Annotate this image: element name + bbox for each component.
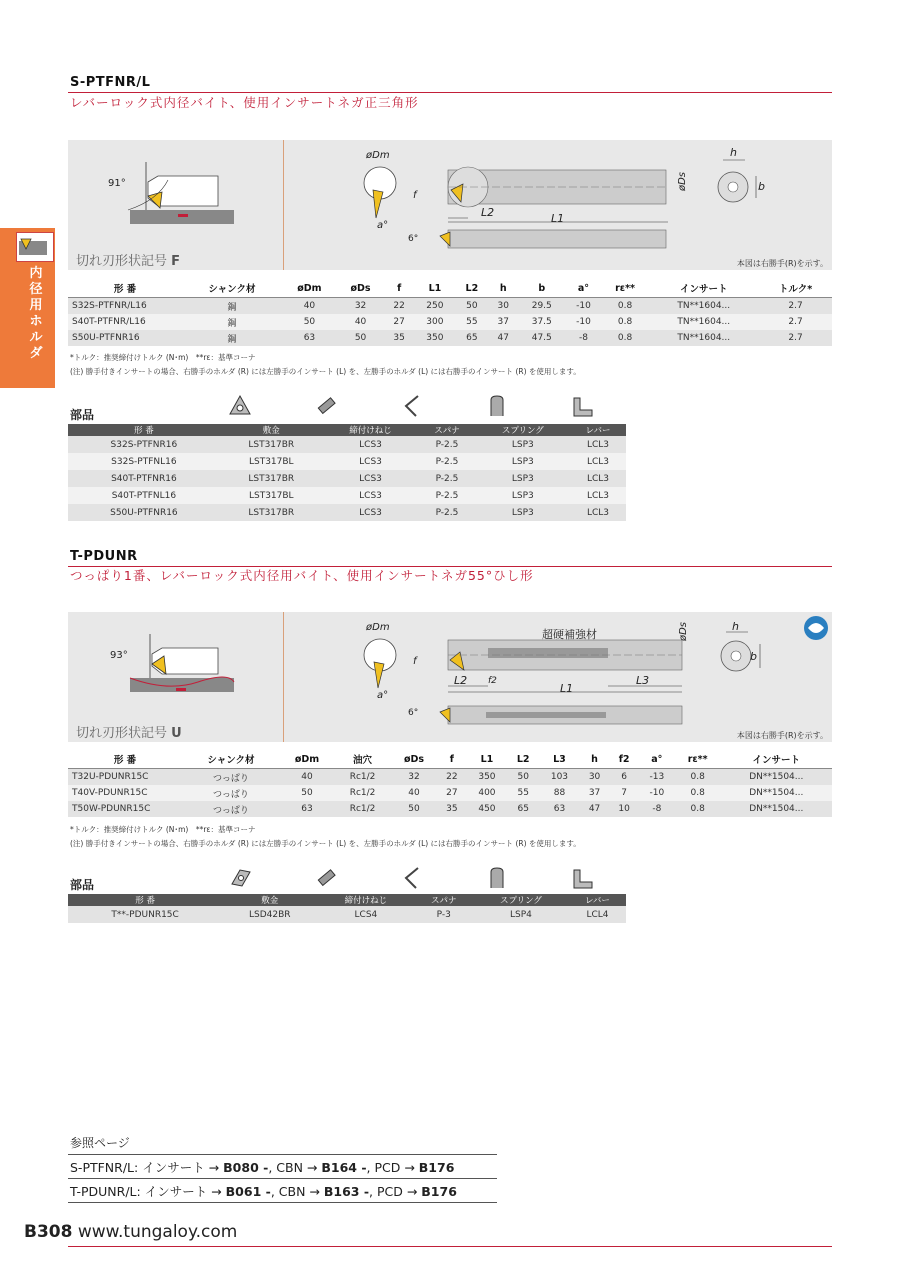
table-cell: Rc1/2 [334,801,391,817]
table-cell: -8 [639,801,675,817]
table-cell: 0.8 [602,298,649,315]
reference-rule [68,1154,497,1155]
parts-cell: S32S-PTFNL16 [68,453,220,470]
sec1-dim-a: a° [377,220,389,231]
sec2-angle: 93° [110,650,128,661]
table-cell: 47.5 [518,330,565,346]
table-cell: 29.5 [518,298,565,315]
parts-cell: LST317BR [220,470,323,487]
table-cell: S32S-PTFNR/L16 [68,298,182,315]
table-cell: 鋼 [182,330,282,346]
parts-cell: LSP4 [473,906,569,923]
section2-code: T-PDUNR [70,549,138,564]
table-cell: 7 [609,785,639,801]
parts-cell: LSP3 [476,453,570,470]
sec1-dim-b: b [758,180,765,193]
reference-row-1: S-PTFNR/L: インサート → B080 -, CBN → B164 -, PCD → B176 [70,1160,455,1175]
parts-cell: LCL3 [570,436,626,453]
sec1-dim-l1: L1 [551,212,565,225]
table-row [68,314,832,330]
table-cell: 0.8 [675,801,721,817]
sec1-angle: 91° [108,178,126,189]
parts-cell: LCS3 [323,470,419,487]
section1-drawing [68,140,832,270]
sec1-edge-label: 切れ刃形状記号 F [76,254,181,269]
ref-link[interactable]: B164 - [321,1160,367,1175]
table-cell: DN**1504... [721,785,832,801]
table-cell: 10 [609,801,639,817]
sec2-dim-b: b [750,650,757,663]
sec1-dim-dm: øDm [366,150,390,161]
section1-diagram [68,140,832,270]
table-cell: 32 [391,769,437,786]
parts-cell: LCL3 [570,504,626,521]
table-cell: 88 [539,785,580,801]
table-cell: 63 [282,330,337,346]
table-cell: TN**1604... [648,330,759,346]
table-cell: 65 [507,801,539,817]
table-cell: 37 [488,314,518,330]
holder-icon [16,232,54,262]
table-cell: 47 [488,330,518,346]
sec2-dim-f: f [413,656,417,667]
table-cell: つっぱり [182,785,280,801]
shim-icon [228,866,252,890]
lever-icon [570,866,594,890]
ref-link[interactable]: B080 - [223,1160,269,1175]
table-cell: 22 [437,769,467,786]
sec1-dim-h: h [730,146,737,159]
table-cell: 65 [456,330,489,346]
table-cell: 50 [507,769,539,786]
parts-cell: P-2.5 [418,470,475,487]
parts-cell: LCS3 [323,504,419,521]
table-cell: 103 [539,769,580,786]
table-cell: 2.7 [759,314,832,330]
section2-drawing [68,612,832,742]
page-number: B308 [24,1222,73,1242]
sec1-parts-title: 部品 [70,408,95,422]
parts-cell: LST317BL [220,487,323,504]
screw-icon [315,394,339,418]
ref-link[interactable]: B176 [418,1160,455,1175]
table-row [68,906,626,923]
table-cell: TN**1604... [648,314,759,330]
table-cell: つっぱり [182,801,280,817]
table-cell: 0.8 [675,785,721,801]
parts-cell: P-2.5 [418,436,475,453]
screw-icon [315,866,339,890]
table-row [68,785,832,801]
sec2-footnote1: *トルク：推奨締付けトルク (N･m) **rε：基準コーナ [70,825,256,834]
sec2-parts-title: 部品 [70,878,95,892]
parts-cell: T**-PDUNR15C [68,906,222,923]
table-row [68,453,626,470]
table-cell: 27 [437,785,467,801]
table-cell: 6 [609,769,639,786]
sec1-dim-f: f [413,190,417,201]
reference-rule [68,1178,497,1179]
table-cell: 40 [280,769,334,786]
parts-cell: LSP3 [476,504,570,521]
ref-link[interactable]: B176 [421,1184,457,1199]
parts-cell: LSD42BR [222,906,317,923]
sec2-callout: 超硬補強材 [542,628,597,641]
spring-icon [485,394,509,418]
parts-cell: S50U-PTFNR16 [68,504,220,521]
parts-cell: P-2.5 [418,487,475,504]
parts-cell: LCS4 [317,906,414,923]
ref-link[interactable]: B061 - [225,1184,271,1199]
table-cell: 27 [384,314,414,330]
table-cell: S40T-PTFNR/L16 [68,314,182,330]
reference-rule [68,1202,497,1203]
table-cell: Rc1/2 [334,785,391,801]
table-cell: 0.8 [602,314,649,330]
table-cell: 50 [282,314,337,330]
table-cell: 22 [384,298,414,315]
lever-icon [570,394,594,418]
table-row [68,504,626,521]
parts-cell: LST317BR [220,436,323,453]
parts-cell: LCL3 [570,487,626,504]
table-cell: -10 [565,314,602,330]
parts-cell: S32S-PTFNR16 [68,436,220,453]
parts-cell: LCS3 [323,436,419,453]
table-cell: 400 [467,785,508,801]
section1-parts-table: 形 番 敷金 締付けねじ スパナ スプリング レバー S32S-PTFNR16 LST317BR LCS3 P-2.5 LSP3 LCL3 S32S-PTFNL16 LST317BL LCS3 P-2.5 LSP3 LCL3 S40T-PTFNR16 LST317BR LCS3 P-2.5 LSP3 LCL3 S40T-PTFNL16 LST317BL LCS3 P-2.5 LSP3 LCL3 S50U-PTFNR16 LST317BR LCS3 P-2.5 LSP3 LCL3 [68,424,626,521]
table-cell: -10 [565,298,602,315]
footer-url[interactable]: www.tungaloy.com [77,1222,238,1242]
section1-rule [68,92,832,93]
table-cell: -10 [639,785,675,801]
sec1-dim-6: 6° [408,234,419,244]
parts-cell: LCL3 [570,470,626,487]
table-cell: 鋼 [182,298,282,315]
table-row [68,330,832,346]
sec1-footnote2: (注) 勝手付きインサートの場合、右勝手のホルダ (R) には左勝手のインサート (L) を、左勝手のホルダ (L) には右勝手のインサート (R) を使用します。 [70,367,581,376]
table-cell: 35 [384,330,414,346]
sec2-footnote2: (注) 勝手付きインサートの場合、右勝手のホルダ (R) には左勝手のインサート (L) を、左勝手のホルダ (L) には右勝手のインサート (R) を使用します。 [70,839,581,848]
sec2-note: 本図は右勝手(R)を示す。 [736,731,828,740]
table-row [68,436,626,453]
shim-icon [228,394,252,418]
section1-subtitle: レバーロック式内径バイト、使用インサートネガ正三角形 [70,95,419,110]
table-cell: 63 [280,801,334,817]
table-row [68,298,832,315]
parts-cell: P-3 [415,906,473,923]
reference-row-2: T-PDUNR/L: インサート → B061 -, CBN → B163 -, PCD → B176 [70,1184,457,1199]
table-cell: 50 [456,298,489,315]
table-cell: 32 [337,298,384,315]
reference-title: 参照ページ [70,1136,130,1150]
table-cell: 37 [580,785,610,801]
section1-spec-table: 形 番 シャンク材 øDm øDs f L1 L2 h b a° rε** インサート トルク* S32S-PTFNR/L16 鋼 40 32 22 250 50 30 29.5 -10 0.8 TN**1604... 2.7 S40T-PTFNR/L16 鋼 50 40 27 300 55 37 37.5 -10 0.8 TN**1604... 2.7 S50U-PTFNR16 鋼 63 50 35 350 65 47 47.5 -8 0.8 TN**1604... 2.7 [68,279,832,346]
section2-spec-table: 形 番 シャンク材 øDm 油穴 øDs f L1 L2 L3 h f2 a° rε** インサート T32U-PDUNR15C つっぱり 40 Rc1/2 32 22 350 50 103 30 6 -13 0.8 DN**1504... T40V-PDUNR15C つっぱり 50 Rc1/2 40 27 400 55 88 37 7 -10 0.8 DN**1504... T50W-PDUNR15C つっぱり 63 Rc1/2 50 35 450 65 63 47 10 -8 0.8 DN**1504... [68,750,832,817]
table-row [68,487,626,504]
section2-rule [68,566,832,567]
sec2-dim-dm: øDm [366,622,390,633]
table-cell: 50 [280,785,334,801]
parts-cell: LCS3 [323,453,419,470]
table-cell: DN**1504... [721,769,832,786]
table-cell: DN**1504... [721,801,832,817]
parts-cell: P-2.5 [418,453,475,470]
sec2-edge-label: 切れ刃形状記号 U [76,726,182,741]
footer [24,1222,237,1242]
table-cell: 30 [488,298,518,315]
table-cell: 鋼 [182,314,282,330]
table-cell: 350 [414,330,455,346]
sec1-footnote1: *トルク：推奨締付けトルク (N･m) **rε：基準コーナ [70,353,256,362]
table-cell: 47 [580,801,610,817]
table-cell: 37.5 [518,314,565,330]
table-cell: T32U-PDUNR15C [68,769,182,786]
parts-cell: LCL3 [570,453,626,470]
parts-cell: P-2.5 [418,504,475,521]
table-cell: Rc1/2 [334,769,391,786]
table-cell: 300 [414,314,455,330]
footer-rule [68,1246,832,1247]
parts-cell: LST317BR [220,504,323,521]
spanner-icon [400,394,424,418]
table-cell: -13 [639,769,675,786]
table-cell: 350 [467,769,508,786]
table-row [68,769,832,786]
table-cell: 2.7 [759,330,832,346]
table-cell: 55 [456,314,489,330]
side-tab-label: 内径用ホルダ [29,266,43,361]
section2-subtitle: つっぱり1番、レバーロック式内径用バイト、使用インサートネガ55°ひし形 [70,568,534,583]
sec2-dim-ds: øDs [678,621,690,642]
sec2-dim-l2: L2 [454,674,468,687]
sec1-dim-ds: øDs [677,171,689,192]
section2-diagram [68,612,832,742]
parts-cell: LSP3 [476,470,570,487]
spring-icon [485,866,509,890]
sec2-dim-6: 6° [408,708,419,718]
parts-cell: S40T-PTFNL16 [68,487,220,504]
ref-link[interactable]: B163 - [323,1184,370,1199]
table-cell: 55 [507,785,539,801]
sec2-dim-f2: f2 [488,676,497,686]
sec2-dim-a: a° [377,690,389,701]
parts-cell: LSP3 [476,487,570,504]
table-cell: T50W-PDUNR15C [68,801,182,817]
table-row [68,801,832,817]
parts-cell: LST317BL [220,453,323,470]
sec2-dim-l3: L3 [636,674,650,687]
sec2-dim-h: h [732,620,739,633]
section1-code: S-PTFNR/L [70,75,151,90]
sec1-dim-l2: L2 [481,206,495,219]
table-cell: 50 [391,801,437,817]
table-cell: つっぱり [182,769,280,786]
sec2-dim-l1: L1 [560,682,574,695]
parts-cell: S40T-PTFNR16 [68,470,220,487]
spanner-icon [400,866,424,890]
parts-cell: LCL4 [569,906,626,923]
table-cell: 0.8 [602,330,649,346]
table-cell: 250 [414,298,455,315]
sec1-note: 本図は右勝手(R)を示す。 [736,259,828,268]
parts-cell: LSP3 [476,436,570,453]
table-cell: 40 [337,314,384,330]
table-cell: S50U-PTFNR16 [68,330,182,346]
table-cell: 0.8 [675,769,721,786]
table-cell: T40V-PDUNR15C [68,785,182,801]
table-cell: 63 [539,801,580,817]
table-cell: 50 [337,330,384,346]
table-row [68,470,626,487]
table-cell: 30 [580,769,610,786]
table-cell: -8 [565,330,602,346]
table-cell: TN**1604... [648,298,759,315]
parts-cell: LCS3 [323,487,419,504]
section2-parts-table: 形 番 敷金 締付けねじ スパナ スプリング レバー T**-PDUNR15C LSD42BR LCS4 P-3 LSP4 LCL4 [68,894,626,923]
table-cell: 450 [467,801,508,817]
side-tab [0,228,55,388]
table-cell: 40 [391,785,437,801]
table-cell: 40 [282,298,337,315]
table-cell: 35 [437,801,467,817]
table-cell: 2.7 [759,298,832,315]
